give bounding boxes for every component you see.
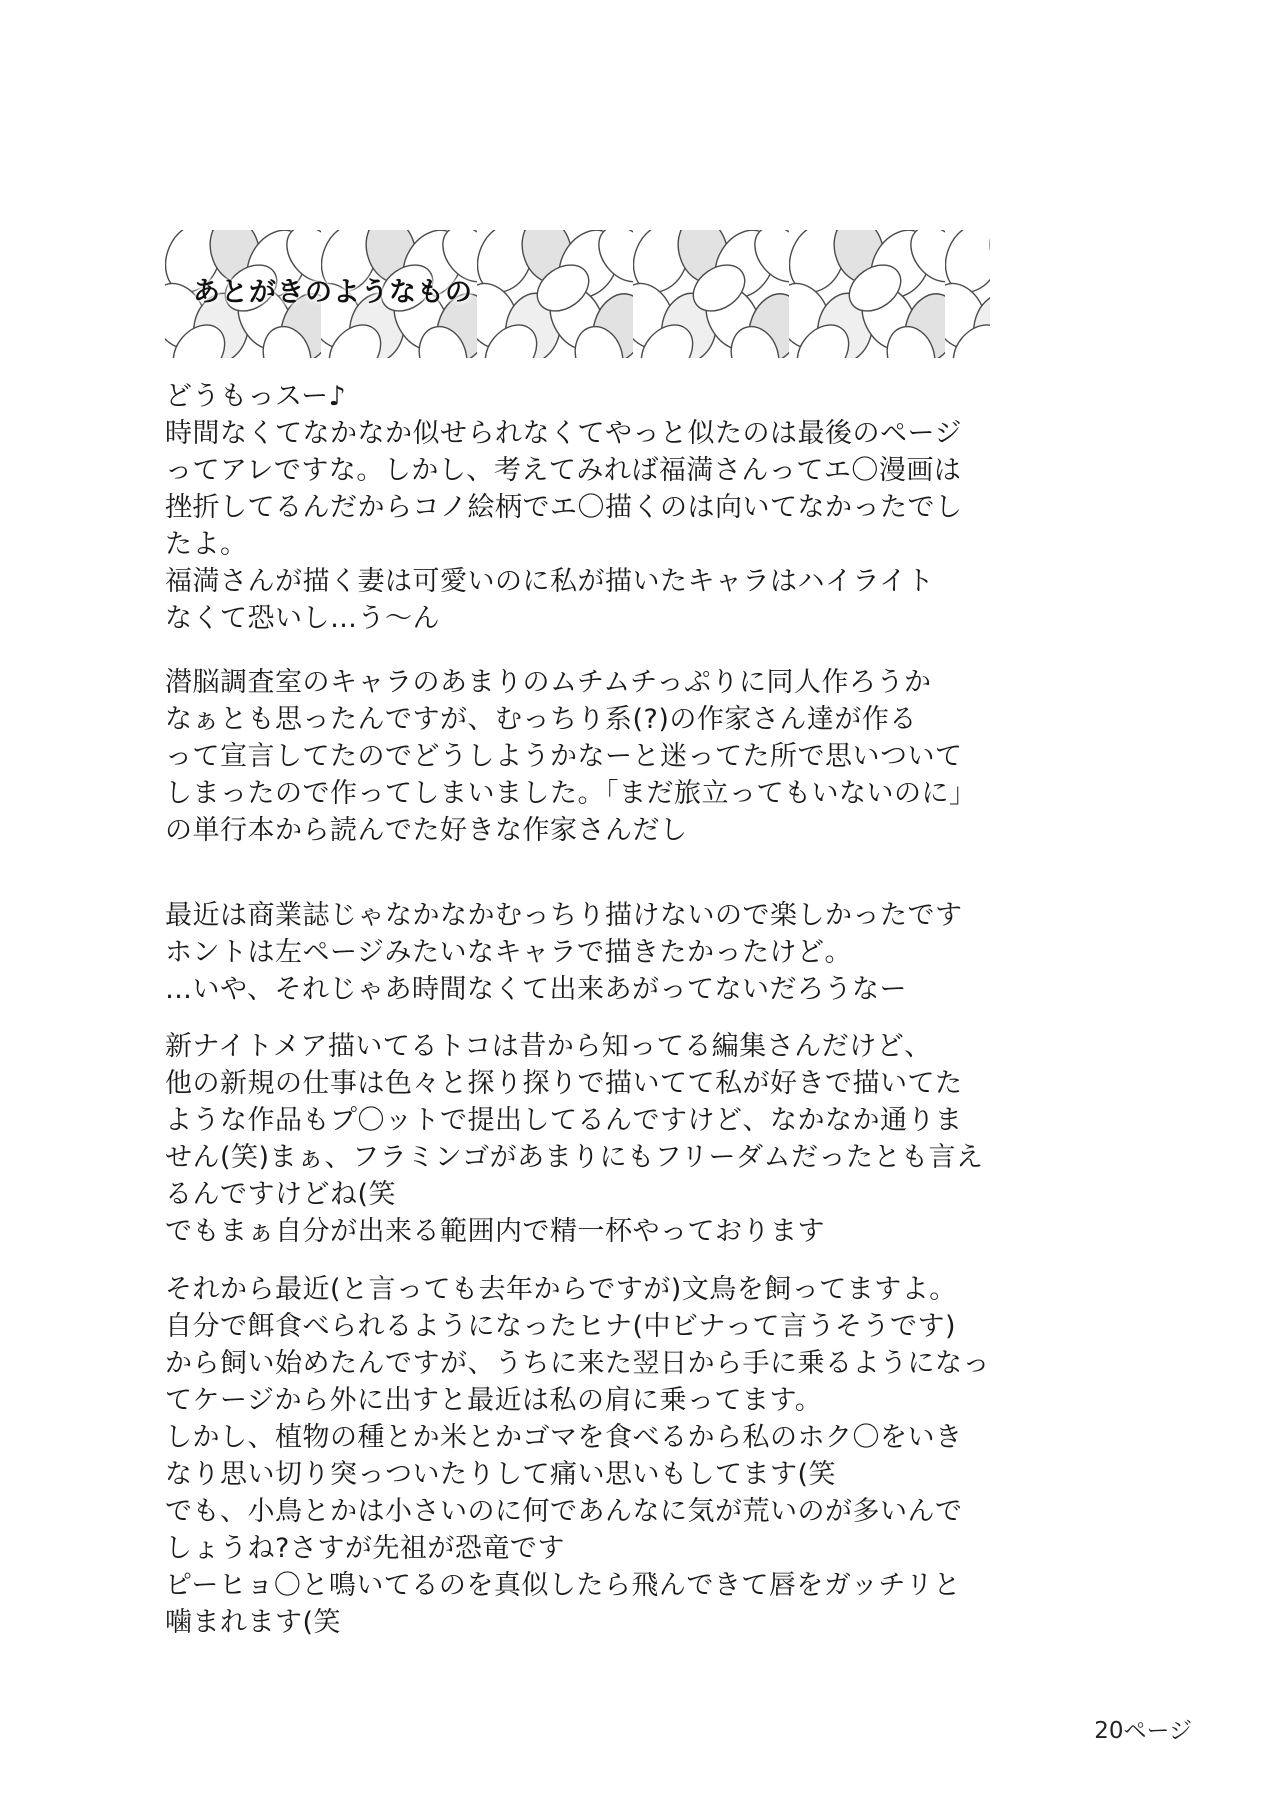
paragraph: [165, 1028, 995, 1250]
text-line: 挫折してるんだからコノ絵柄でエ〇描くのは向いてなかったでし: [165, 492, 963, 523]
text-line: しょうね?さすが先祖が恐竜です: [165, 1533, 565, 1564]
text-line: でもまぁ自分が出来る範囲内で精一杯やっております: [165, 1216, 825, 1247]
text-line: 最近は商業誌じゃなかなかむっちり描けないので楽しかったです: [165, 900, 963, 931]
afterword-body: [165, 378, 995, 1641]
text-line: ピーヒョ〇と鳴いてるのを真似したら飛んできて唇をガッチリと: [165, 1570, 961, 1601]
text-line: 新ナイトメア描いてるトコは昔から知ってる編集さんだけど、: [165, 1031, 932, 1062]
page-number: 20ページ: [1094, 1718, 1192, 1744]
text-line: せん(笑)まぁ、フラミンゴがあまりにもフリーダムだったとも言え: [165, 1142, 984, 1173]
text-line: なぁとも思ったんですが、むっちり系(?)の作家さん達が作る: [165, 704, 917, 735]
text-line: 自分で餌食べられるようになったヒナ(中ビナって言うそうです): [165, 1311, 956, 1342]
text-line: 時間なくてなかなか似せられなくてやっと似たのは最後のページ: [165, 418, 962, 449]
text-line: 他の新規の仕事は色々と探り探りで描いてて私が好きで描いてた: [165, 1068, 963, 1099]
text-line: ホントは左ページみたいなキャラで描きたかったけど。: [165, 937, 852, 968]
text-line: どうもっスー♪: [165, 381, 347, 412]
text-line: の単行本から読んでた好きな作家さんだし: [165, 815, 688, 846]
header-banner: [165, 230, 990, 358]
paragraph: [165, 378, 995, 637]
text-line: 福満さんが描く妻は可愛いのに私が描いたキャラはハイライト: [165, 566, 935, 597]
text-line: それから最近(と言っても去年からですが)文鳥を飼ってますよ。: [165, 1274, 957, 1305]
text-line: って宣言してたのでどうしようかなーと迷ってた所で思いついて: [165, 741, 963, 772]
text-line: ような作品もプ〇ットで提出してるんですけど、なかなか通りま: [165, 1105, 963, 1136]
page-title: あとがきのようなもの: [193, 277, 473, 308]
text-line: たよ。: [165, 529, 248, 560]
paragraph: [165, 897, 995, 1008]
text-line: なり思い切り突っついたりして痛い思いもしてます(笑: [165, 1459, 837, 1490]
text-line: なくて恐いし…う〜ん: [165, 603, 440, 634]
text-line: でも、小鳥とかは小さいのに何であんなに気が荒いのが多いんで: [165, 1496, 963, 1527]
text-line: 噛まれます(笑: [165, 1607, 342, 1638]
text-line: 潜脳調査室のキャラのあまりのムチムチっぷりに同人作ろうか: [165, 667, 932, 698]
text-line: しまったので作ってしまいました。「まだ旅立ってもいないのに」: [165, 778, 977, 809]
text-line: から飼い始めたんですが、うちに来た翌日から手に乗るようになっ: [165, 1348, 990, 1379]
paragraph: [165, 1271, 995, 1641]
text-line: しかし、植物の種とか米とかゴマを食べるから私のホク〇をいき: [165, 1422, 963, 1453]
text-line: てケージから外に出すと最近は私の肩に乗ってます。: [165, 1385, 823, 1416]
paragraph: [165, 664, 995, 849]
text-line: ってアレですな。しかし、考えてみれば福満さんってエ〇漫画は: [165, 455, 962, 486]
text-line: …いや、それじゃあ時間なくて出来あがってないだろうなー: [165, 974, 907, 1005]
text-line: るんですけどね(笑: [165, 1179, 397, 1210]
